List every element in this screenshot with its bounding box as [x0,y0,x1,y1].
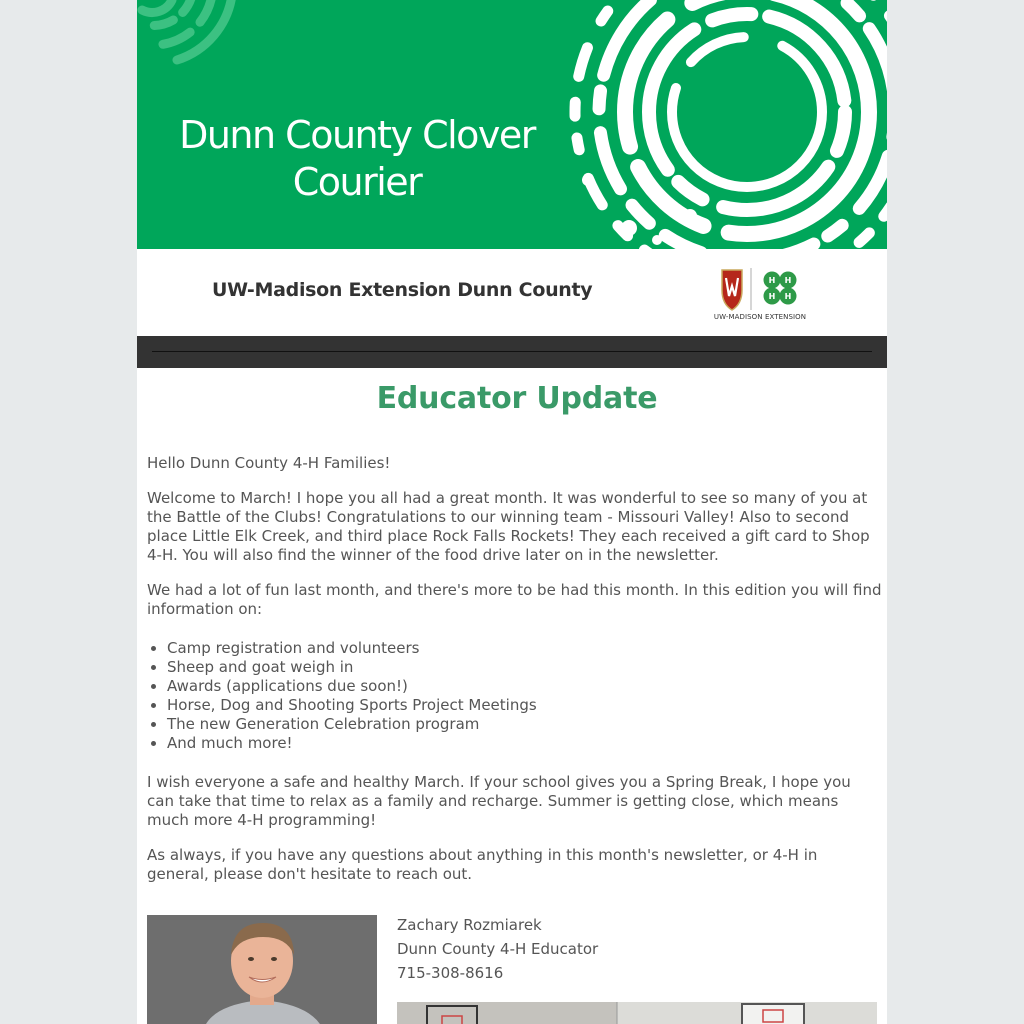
list-item: • Camp registration and volunteers [167,639,882,658]
newsletter-title-line2: Courier [292,160,422,204]
paragraph-2: We had a lot of fun last month, and there's more to be had this month. In this edition you will find information on: [147,581,882,618]
list-item: • Sheep and goat weigh in [167,658,882,677]
greeting: Hello Dunn County 4-H Families! [147,454,391,472]
org-name: UW-Madison Extension Dunn County [212,279,593,301]
svg-text:H: H [768,292,776,301]
svg-text:H: H [784,276,792,285]
educator-contact [397,913,598,985]
paragraph-4: As always, if you have any questions about anything in this month's newsletter, or 4-H in general, please don't hesitate to reach out. [147,846,818,883]
svg-text:H: H [784,292,792,301]
newsletter-title [157,112,557,206]
list-item: • Horse, Dog and Shooting Sports Project Meetings [167,696,882,715]
section-title: Educator Update [376,381,658,416]
divider-rule [152,351,872,352]
banner [137,0,887,249]
gym-photo-image [397,1002,877,1024]
educator-update-body [147,454,882,900]
newsletter-title-line1: Dunn County Clover [179,113,535,157]
educator-role: Dunn County 4-H Educator [397,940,599,958]
paragraph-1: Welcome to March! I hope you all had a great month. It was wonderful to see so many of you at the Battle of the Clubs! Congratulations to our winning team - Missouri Valley! Also to second place Little Elk Creek, and third place Rock Falls Rockets! They each received a gift card to Shop 4-H. You will also find the winner of the food drive later on in the newsletter. [147,489,870,564]
svg-text:H: H [768,276,776,285]
educator-portrait [147,915,377,1024]
newsletter-email [137,0,887,1024]
educator-name: Zachary Rozmiarek [397,916,542,934]
paragraph-3: I wish everyone a safe and healthy March. If your school gives you a Spring Break, I hope you can take that time to relax as a family and recharge. Summer is getting close, which means much more 4-H programming! [147,773,851,829]
educator-phone[interactable]: 715-308-8616 [397,964,504,982]
educator-photo [147,915,377,1024]
topics-list [147,639,882,753]
list-item: • And much more! [167,734,882,753]
list-item: • Awards (applications due soon!) [167,677,882,696]
gym-photo [397,1002,877,1024]
logo-caption: UW-MADISON EXTENSION [713,313,807,321]
list-item: • The new Generation Celebration program [167,715,882,734]
divider-band [137,336,887,368]
